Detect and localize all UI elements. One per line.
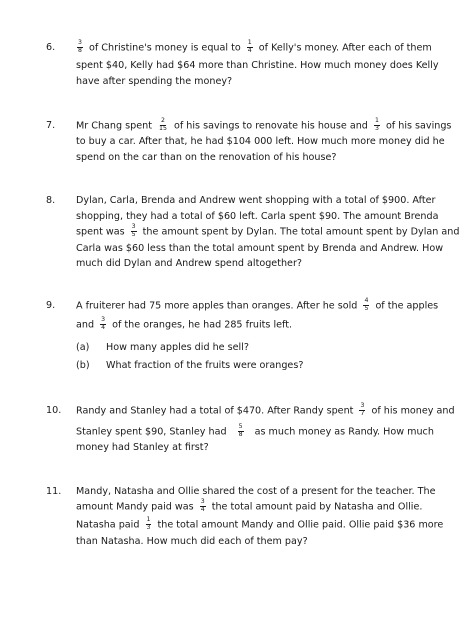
part-text: How many apples did he sell? — [106, 342, 249, 353]
part-label: (a) — [76, 342, 90, 353]
question-line: spend on the car than on the renovation of his house? — [76, 152, 337, 163]
part-text: What fraction of the fruits were oranges? — [106, 360, 304, 371]
fraction: $\frac{3}{4}$ — [101, 316, 106, 331]
fraction: $\frac{3}{4}$ — [200, 498, 205, 513]
question-line: much did Dylan and Andrew spend altogether? — [76, 258, 302, 269]
fraction: $\frac{3}{7}$ — [360, 402, 365, 417]
question-line: shopping, they had a total of $60 left. Carla spent $90. The amount Brenda — [76, 211, 439, 222]
question-line: Mr Chang spent $\frac{2}{15}$ of his savings to renovate his house and $\frac{1}{3}$ of his savings — [76, 117, 452, 132]
question-number: 10. — [46, 405, 62, 416]
fraction: $\frac{1}{3}$ — [374, 117, 379, 132]
question-number: 9. — [46, 300, 56, 311]
question-line: have after spending the money? — [76, 76, 233, 87]
question-number: 8. — [46, 195, 56, 206]
question-line: Dylan, Carla, Brenda and Andrew went shopping with a total of $900. After — [76, 195, 436, 206]
question-line: Randy and Stanley had a total of $470. After Randy spent $\frac{3}{7}$ of his money and — [76, 402, 455, 417]
question-line: Natasha paid $\frac{1}{3}$ the total amount Mandy and Ollie paid. Ollie paid $36 more — [76, 516, 444, 531]
fraction: $\frac{1}{3}$ — [146, 516, 151, 531]
question-line: Carla was $60 less than the total amount spent by Brenda and Andrew. How — [76, 243, 444, 254]
question-number: 6. — [46, 42, 56, 53]
question-line: spent was $\frac{3}{5}$ the amount spent by Dylan. The total amount spent by Dylan and — [76, 223, 460, 238]
fraction: $\frac{3}{8}$ — [78, 39, 82, 54]
question-line: and $\frac{3}{4}$ of the oranges, he had 285 fruits left. — [76, 316, 293, 331]
question-line: Mandy, Natasha and Ollie shared the cost of a present for the teacher. The — [76, 486, 436, 497]
question-line: Stanley spent $90, Stanley had $\frac{5}{8}$ as much money as Randy. How much — [76, 423, 434, 438]
fraction: $\frac{2}{15}$ — [159, 117, 167, 132]
fraction: $\frac{3}{5}$ — [131, 223, 136, 238]
question-line: to buy a car. After that, he had $104 000 left. How much more money did he — [76, 136, 445, 147]
question-line: $\frac{3}{8}$ of Christine's money is equal to $\frac{1}{4}$ of Kelly's money. After each of them — [78, 39, 432, 54]
question-number: 7. — [46, 120, 56, 131]
fraction: $\frac{4}{5}$ — [364, 297, 369, 312]
question-line: spent $40, Kelly had $64 more than Christine. How much money does Kelly — [76, 60, 439, 71]
question-line: money had Stanley at first? — [76, 442, 209, 453]
fraction: $\frac{1}{4}$ — [247, 39, 252, 54]
question-line: than Natasha. How much did each of them pay? — [76, 536, 308, 547]
fraction: $\frac{5}{8}$ — [238, 423, 243, 438]
question-number: 11. — [46, 486, 62, 497]
part-label: (b) — [76, 360, 90, 371]
question-line: amount Mandy paid was $\frac{3}{4}$ the total amount paid by Natasha and Ollie. — [76, 498, 423, 513]
question-line: A fruiterer had 75 more apples than oranges. After he sold $\frac{4}{5}$ of the apples — [76, 297, 439, 312]
